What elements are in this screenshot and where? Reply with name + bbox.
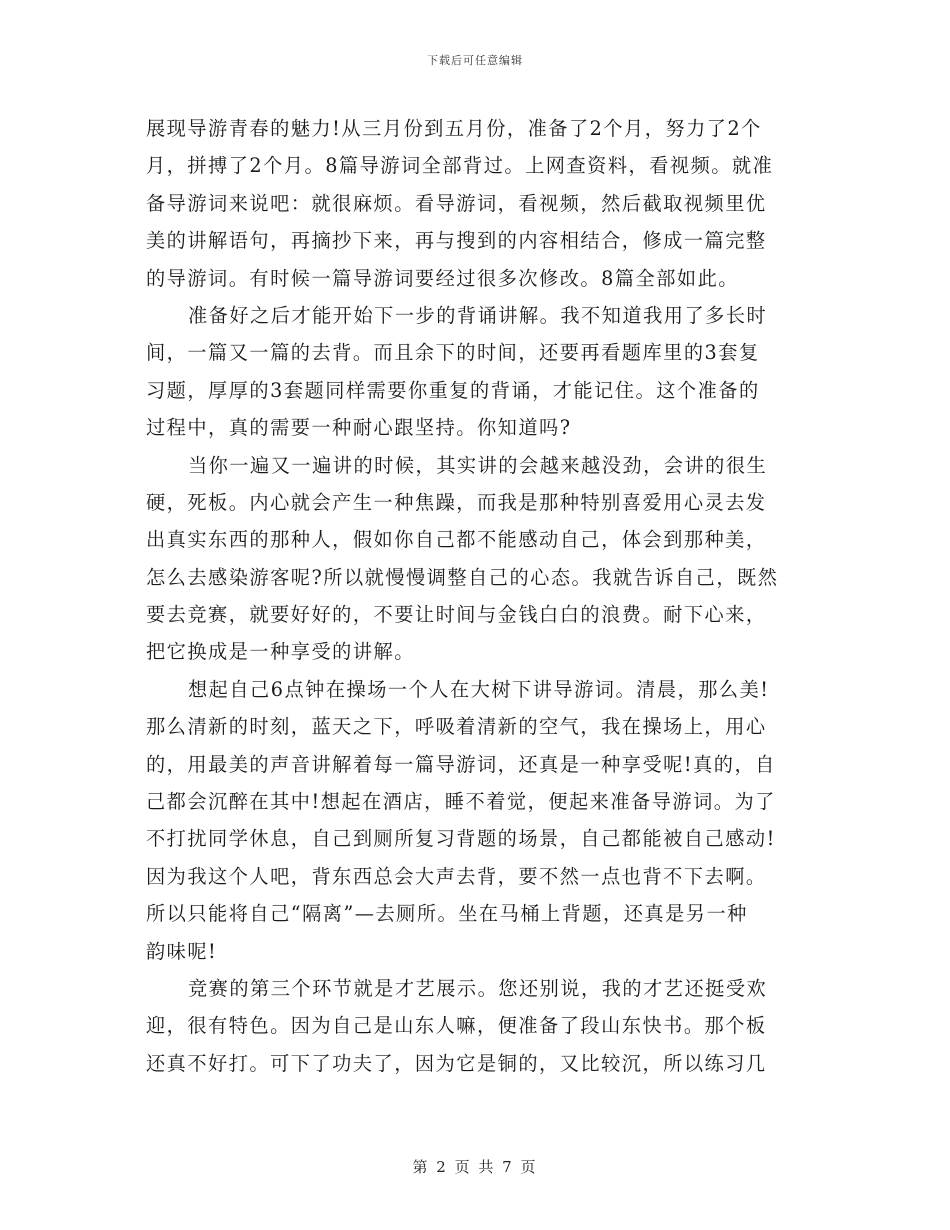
text-line: 把它换成是一种享受的讲解。 — [146, 640, 415, 664]
text-line: 因为我这个人吧，背东西总会大声去背，要不然一点也背不下去啊。 — [146, 864, 767, 888]
text-line: 所以只能将自己“隔离”—去厕所。坐在马桶上背题，还真是另一种 — [146, 902, 748, 926]
page-header: 下载后可任意编辑 — [427, 54, 523, 67]
paragraph-1 — [146, 110, 810, 297]
text-line: 月，拼搏了2个月。8篇导游词全部背过。上网查资料，看视频。就准 — [146, 154, 774, 178]
text-line: 备导游词来说吧：就很麻烦。看导游词，看视频，然后截取视频里优 — [146, 191, 767, 215]
text-line: 准备好之后才能开始下一步的背诵讲解。我不知道我用了多长时 — [188, 303, 768, 327]
text-line: 怎么去感染游客呢?所以就慢慢调整自己的心态。我就告诉自己，既然 — [146, 565, 779, 589]
text-line: 展现导游青春的魅力!从三月份到五月份，准备了2个月，努力了2个 — [146, 117, 762, 140]
text-line: 的，用最美的声音讲解着每一篇导游词，还真是一种享受呢!真的，自 — [146, 752, 776, 776]
text-line: 竞赛的第三个环节就是才艺展示。您还别说，我的才艺还挺受欢 — [188, 976, 768, 1000]
paragraph-5 — [146, 970, 810, 1082]
text-line: 不打扰同学休息，自己到厕所复习背题的场景，自己都能被自己感动! — [146, 827, 776, 851]
text-line: 当你一遍又一遍讲的时候，其实讲的会越来越没劲，会讲的很生 — [188, 453, 768, 477]
text-line: 习题，厚厚的3套题同样需要你重复的背诵，才能记住。这个准备的 — [146, 378, 760, 402]
text-line: 那么清新的时刻，蓝天之下，呼吸着清新的空气，我在操场上，用心 — [146, 715, 767, 739]
paragraph-4 — [146, 671, 810, 970]
text-line: 的导游词。有时候一篇导游词要经过很多次修改。8篇全部如此。 — [146, 266, 739, 290]
page-number-footer: 第 2 页 共 7 页 — [412, 1158, 538, 1176]
text-line: 硬，死板。内心就会产生一种焦躁，而我是那种特别喜爱用心灵去发 — [146, 490, 767, 514]
text-line: 韵味呢! — [146, 939, 218, 963]
document-body — [146, 110, 810, 1082]
text-line: 美的讲解语句，再摘抄下来，再与搜到的内容相结合，修成一篇完整 — [146, 229, 767, 253]
text-line: 出真实东西的那种人，假如你自己都不能感动自己，体会到那种美， — [146, 528, 767, 552]
paragraph-2 — [146, 297, 810, 447]
text-line: 要去竞赛，就要好好的，不要让时间与金钱白白的浪费。耐下心来， — [146, 603, 767, 627]
text-line: 己都会沉醉在其中!想起在酒店，睡不着觉，便起来准备导游词。为了 — [146, 790, 776, 814]
text-line: 过程中，真的需要一种耐心跟坚持。你知道吗? — [146, 416, 572, 440]
text-line: 迎，很有特色。因为自己是山东人嘛，便准备了段山东快书。那个板 — [146, 1014, 767, 1038]
paragraph-3 — [146, 447, 810, 671]
text-line: 间，一篇又一篇的去背。而且余下的时间，还要再看题库里的3套复 — [146, 341, 760, 365]
text-line: 还真不好打。可下了功夫了，因为它是铜的，又比较沉，所以练习几 — [146, 1051, 767, 1075]
text-line: 想起自己6点钟在操场一个人在大树下讲导游词。清晨，那么美! — [188, 677, 770, 701]
